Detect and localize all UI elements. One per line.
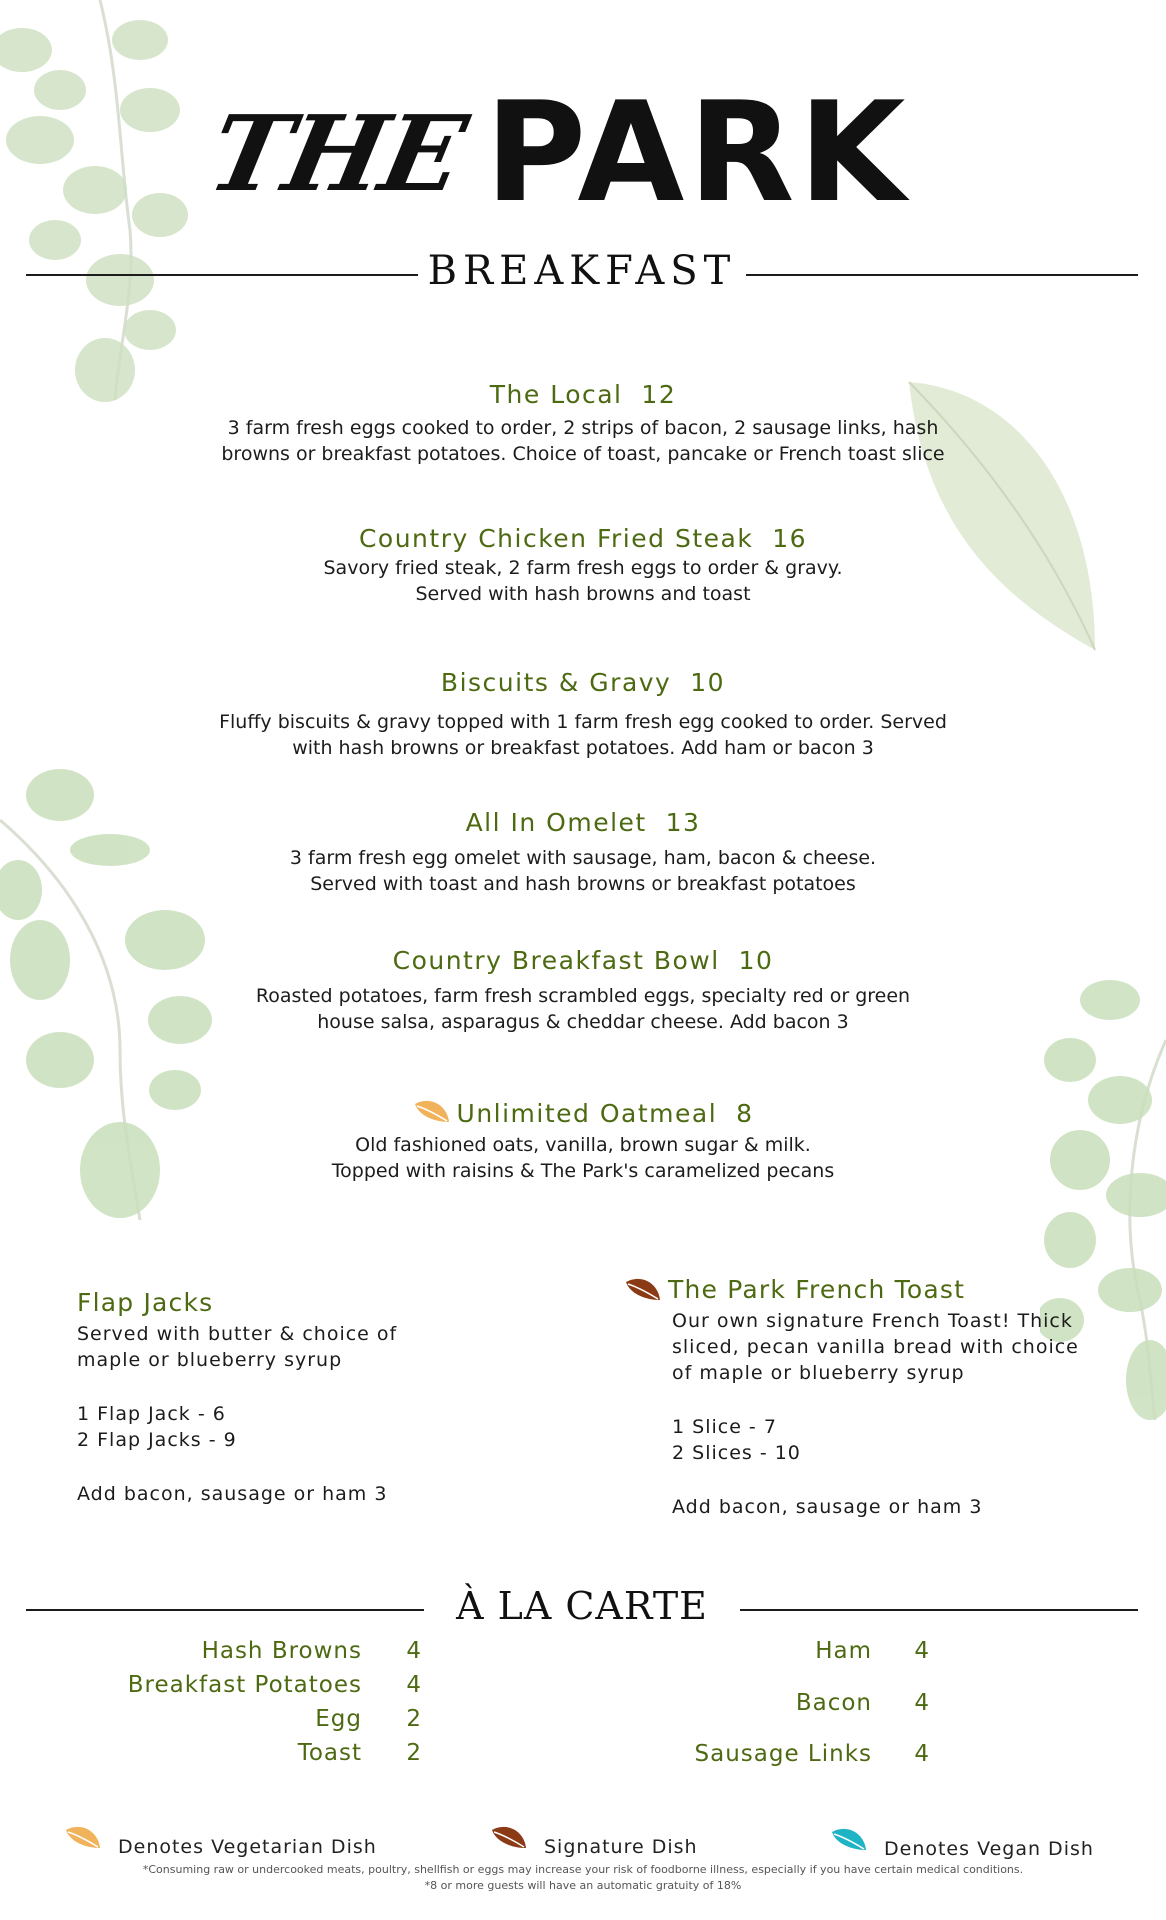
item-name: The Local bbox=[489, 380, 623, 409]
logo-title-park: PARK bbox=[485, 72, 910, 233]
logo-script-the: THE bbox=[198, 92, 474, 215]
eucalyptus-decoration-top-left bbox=[0, 0, 190, 430]
breakfast-divider-right bbox=[746, 274, 1138, 276]
carte-item-sausage-links: Sausage Links 4 bbox=[694, 1741, 930, 1767]
alacarte-divider-right bbox=[740, 1609, 1138, 1611]
item-price: 12 bbox=[641, 380, 677, 409]
item-description: Old fashioned oats, vanilla, brown sugar & milk. Topped with raisins & The Park's caramelized pecans bbox=[331, 1134, 835, 1182]
item-description: 3 farm fresh eggs cooked to order, 2 strips of bacon, 2 sausage links, hash browns or breakfast potatoes. Choice of toast, pancake or French toast slice bbox=[221, 417, 945, 465]
flapjacks-section bbox=[77, 1288, 517, 1507]
menu-item-title bbox=[0, 524, 1166, 553]
footnote-food-safety: *Consuming raw or undercooked meats, poultry, shellfish or eggs may increase your risk of foodborne illness, especially if you have certain medical conditions. bbox=[142, 1863, 1024, 1876]
item-name: Unlimited Oatmeal bbox=[456, 1099, 718, 1128]
signature-leaf-icon bbox=[624, 1276, 662, 1304]
carte-item-hash-browns: Hash Browns 4 bbox=[201, 1638, 422, 1664]
menu-item-breakfast-bowl bbox=[0, 946, 1166, 1035]
item-description: 3 farm fresh egg omelet with sausage, ham, bacon & cheese. Served with toast and hash browns or breakfast potatoes bbox=[289, 847, 877, 895]
frenchtoast-title: The Park French Toast bbox=[624, 1275, 1144, 1304]
carte-item-bacon: Bacon 4 bbox=[795, 1690, 930, 1716]
section-title-alacarte: À LA CARTE bbox=[456, 1584, 708, 1628]
vegan-leaf-icon bbox=[830, 1826, 868, 1854]
flapjacks-options: 1 Flap Jack - 6 2 Flap Jacks - 9 bbox=[77, 1403, 237, 1451]
legend-signature: Signature Dish bbox=[490, 1818, 698, 1858]
menu-item-title bbox=[0, 946, 1166, 975]
legend-vegetarian: Denotes Vegetarian Dish bbox=[64, 1818, 377, 1858]
item-price: 16 bbox=[772, 524, 808, 553]
flapjacks-addon: Add bacon, sausage or ham 3 bbox=[77, 1483, 388, 1505]
item-name: Biscuits & Gravy bbox=[440, 668, 672, 697]
section-title-breakfast: BREAKFAST bbox=[427, 248, 737, 294]
item-price: 10 bbox=[738, 946, 774, 975]
menu-item-title bbox=[0, 380, 1166, 409]
carte-item-toast: Toast 2 bbox=[297, 1740, 422, 1766]
item-name: Country Chicken Fried Steak bbox=[358, 524, 754, 553]
menu-item-the-local bbox=[0, 380, 1166, 467]
flapjacks-title: Flap Jacks bbox=[77, 1288, 214, 1317]
item-price: 10 bbox=[690, 668, 726, 697]
menu-item-chicken-fried-steak bbox=[0, 524, 1166, 607]
item-price: 13 bbox=[665, 808, 701, 837]
menu-item-oatmeal bbox=[0, 1098, 1166, 1184]
footnote-gratuity: *8 or more guests will have an automatic gratuity of 18% bbox=[424, 1879, 742, 1892]
menu-item-biscuits-gravy bbox=[0, 668, 1166, 761]
breakfast-divider-left bbox=[26, 274, 418, 276]
frenchtoast-addon: Add bacon, sausage or ham 3 bbox=[672, 1496, 983, 1518]
item-name: Country Breakfast Bowl bbox=[392, 946, 720, 975]
flapjacks-description: Served with butter & choice of maple or blueberry syrup bbox=[77, 1323, 398, 1371]
frenchtoast-options: 1 Slice - 7 2 Slices - 10 bbox=[672, 1416, 801, 1464]
item-price: 8 bbox=[736, 1099, 754, 1128]
item-name: All In Omelet bbox=[465, 808, 647, 837]
menu-item-title bbox=[0, 1098, 1166, 1128]
carte-item-breakfast-potatoes: Breakfast Potatoes 4 bbox=[127, 1672, 422, 1698]
frenchtoast-section bbox=[624, 1275, 1144, 1520]
alacarte-divider-left bbox=[26, 1609, 424, 1611]
menu-item-title bbox=[0, 668, 1166, 697]
item-description: Fluffy biscuits & gravy topped with 1 farm fresh egg cooked to order. Served with hash browns or breakfast potatoes. Add ham or bacon 3 bbox=[219, 711, 947, 759]
restaurant-logo bbox=[198, 72, 1040, 233]
signature-leaf-icon bbox=[490, 1824, 528, 1852]
item-description: Roasted potatoes, farm fresh scrambled eggs, specialty red or green house salsa, asparagus & cheddar cheese. Add bacon 3 bbox=[255, 985, 911, 1033]
frenchtoast-description: Our own signature French Toast! Thick sliced, pecan vanilla bread with choice of maple or blueberry syrup bbox=[672, 1310, 1079, 1384]
vegetarian-leaf-icon bbox=[413, 1098, 451, 1126]
vegetarian-leaf-icon bbox=[64, 1824, 102, 1852]
menu-item-title bbox=[0, 808, 1166, 837]
legend-vegan: Denotes Vegan Dish bbox=[830, 1820, 1094, 1860]
carte-item-egg: Egg 2 bbox=[315, 1706, 422, 1732]
item-description: Savory fried steak, 2 farm fresh eggs to order & gravy. Served with hash browns and toast bbox=[323, 557, 843, 605]
carte-item-ham: Ham 4 bbox=[815, 1638, 930, 1664]
menu-item-omelet bbox=[0, 808, 1166, 897]
